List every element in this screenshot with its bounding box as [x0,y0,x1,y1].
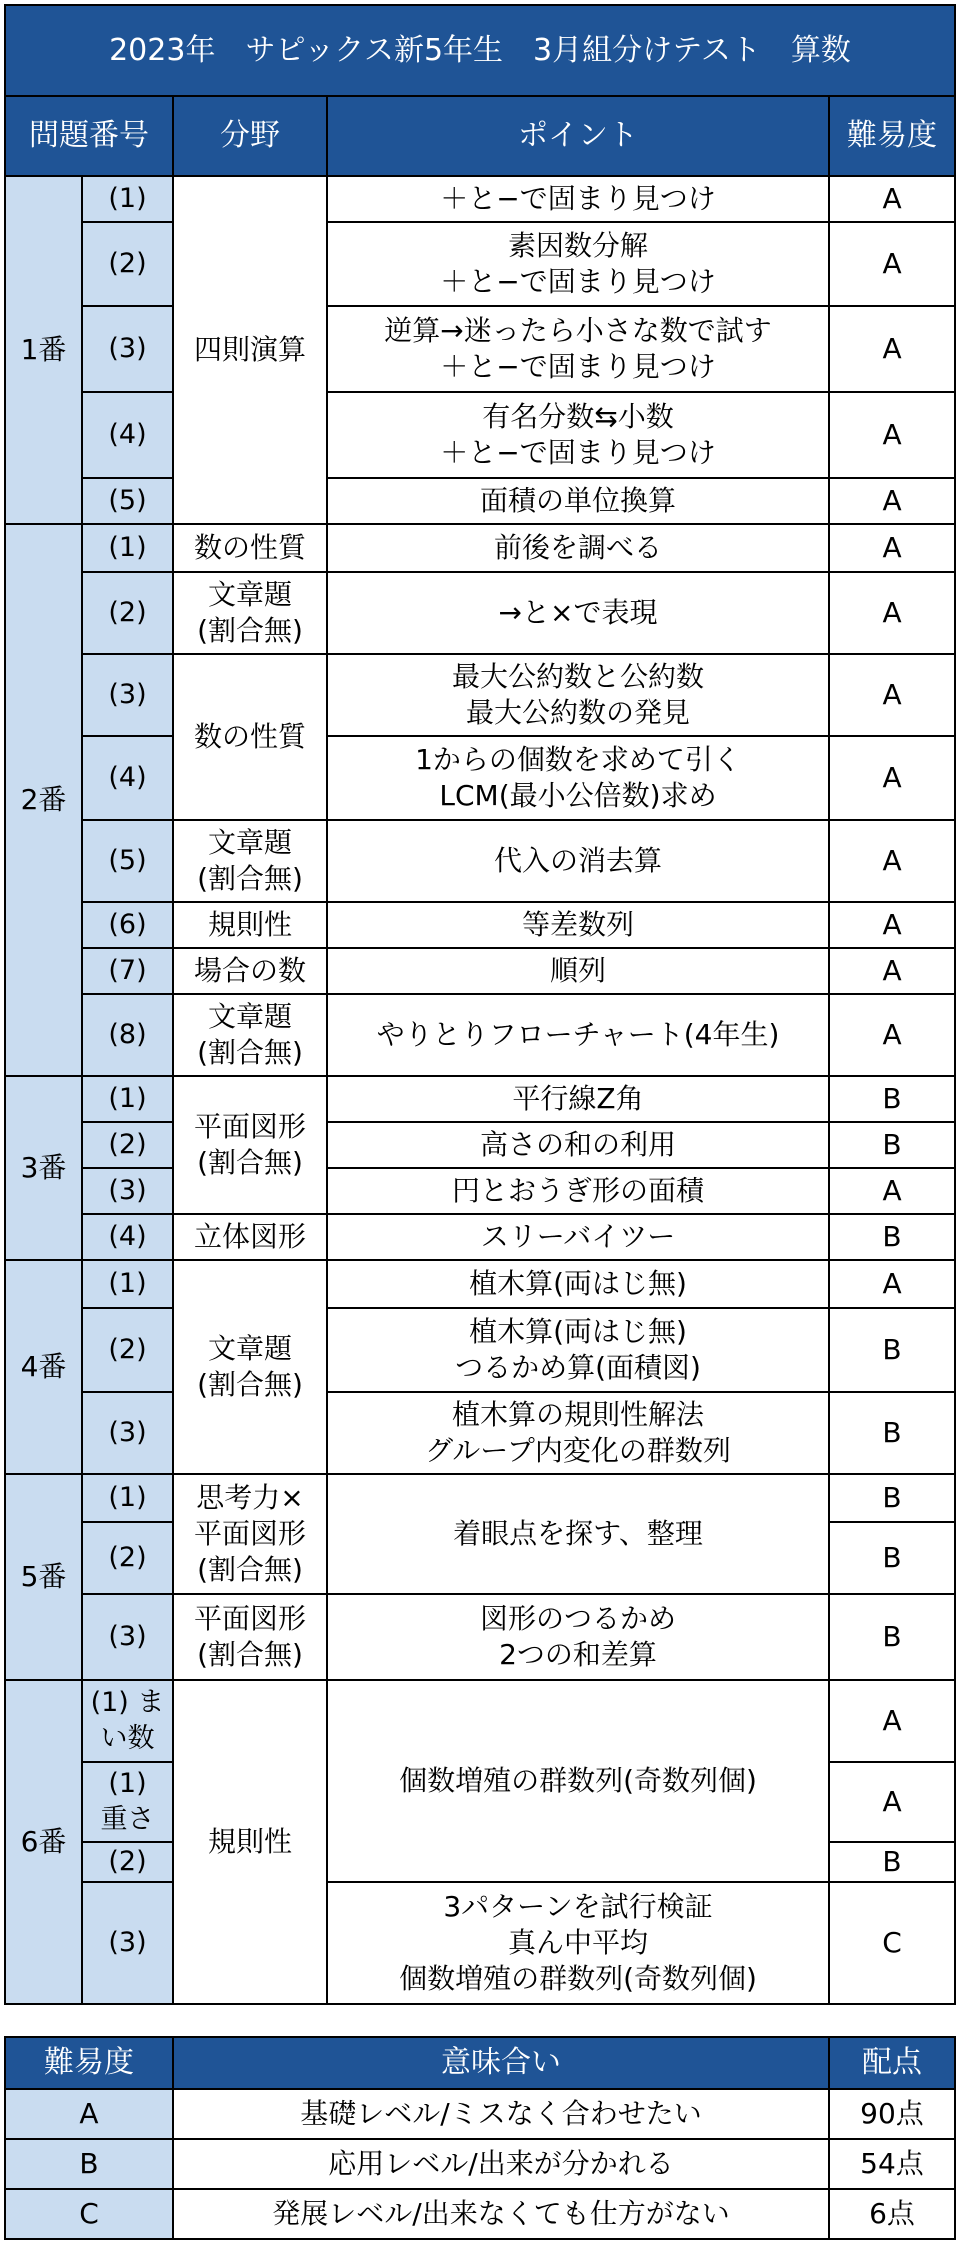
field-cell: 文章題 (割合無) [173,994,327,1076]
point-cell: 順列 [327,948,829,994]
difficulty-cell: A [829,478,955,524]
header-difficulty: 難易度 [829,96,955,176]
sub-question: (3) [82,1594,173,1680]
question-number: 5番 [5,1474,82,1680]
sub-question: (6) [82,902,173,948]
header-point: ポイント [327,96,829,176]
point-cell: 最大公約数と公約数 最大公約数の発見 [327,654,829,736]
sub-question: (1) [82,1076,173,1122]
sub-question: (3) [82,654,173,736]
field-cell: 文章題 (割合無) [173,820,327,902]
question-number: 1番 [5,176,82,524]
point-cell: 個数増殖の群数列(奇数列個) [327,1680,829,1882]
difficulty-cell: A [829,1168,955,1214]
field-cell: 立体図形 [173,1214,327,1260]
point-cell: 図形のつるかめ 2つの和差算 [327,1594,829,1680]
point-cell: やりとりフローチャート(4年生) [327,994,829,1076]
field-cell: 規則性 [173,1680,327,2004]
legend-points: 54点 [829,2139,955,2189]
question-number: 3番 [5,1076,82,1260]
point-cell: 植木算(両はじ無) [327,1260,829,1308]
difficulty-cell: A [829,392,955,478]
difficulty-cell: A [829,222,955,306]
question-number: 6番 [5,1680,82,2004]
sub-question: (1) ま い数 [82,1680,173,1762]
difficulty-cell: A [829,572,955,654]
field-cell: 平面図形 (割合無) [173,1594,327,1680]
field-cell: 場合の数 [173,948,327,994]
sub-question: (2) [82,1122,173,1168]
point-cell: 平行線Z角 [327,1076,829,1122]
difficulty-cell: A [829,524,955,572]
legend-points: 90点 [829,2089,955,2139]
legend-points: 6点 [829,2189,955,2239]
sub-question: (2) [82,1842,173,1882]
field-cell: 数の性質 [173,654,327,820]
page-title: 2023年 サピックス新5年生 3月組分けテスト 算数 [5,5,955,96]
difficulty-cell: B [829,1122,955,1168]
sub-question: (4) [82,736,173,820]
difficulty-legend-table [4,2036,956,2240]
field-cell: 文章題 (割合無) [173,1260,327,1474]
sub-question: (2) [82,572,173,654]
point-cell: 1からの個数を求めて引く LCM(最小公倍数)求め [327,736,829,820]
point-cell: スリーバイツー [327,1214,829,1260]
point-cell: 植木算(両はじ無) つるかめ算(面積図) [327,1308,829,1392]
legend-grade: B [5,2139,173,2189]
point-cell: 面積の単位換算 [327,478,829,524]
difficulty-cell: A [829,820,955,902]
legend-header-meaning: 意味合い [173,2037,829,2089]
field-cell: 数の性質 [173,524,327,572]
difficulty-cell: B [829,1214,955,1260]
sub-question: (3) [82,1168,173,1214]
difficulty-cell: A [829,736,955,820]
difficulty-cell: B [829,1842,955,1882]
legend-grade: C [5,2189,173,2239]
field-cell: 思考力× 平面図形 (割合無) [173,1474,327,1594]
difficulty-cell: B [829,1076,955,1122]
main-table-wrap [4,4,954,2005]
point-cell: 円とおうぎ形の面積 [327,1168,829,1214]
sub-question: (4) [82,1214,173,1260]
point-cell: →と×で表現 [327,572,829,654]
sub-question: (3) [82,306,173,392]
field-cell: 規則性 [173,902,327,948]
point-cell: 代入の消去算 [327,820,829,902]
difficulty-cell: A [829,1762,955,1842]
sub-question: (3) [82,1392,173,1474]
difficulty-cell: A [829,654,955,736]
difficulty-cell: C [829,1882,955,2004]
legend-grade: A [5,2089,173,2139]
point-cell: 有名分数⇆小数 ＋と−で固まり見つけ [327,392,829,478]
field-cell: 文章題 (割合無) [173,572,327,654]
legend-meaning: 基礎レベル/ミスなく合わせたい [173,2089,829,2139]
sub-question: (1) [82,524,173,572]
legend-meaning: 発展レベル/出来なくても仕方がない [173,2189,829,2239]
point-cell: 逆算→迷ったら小さな数で試す ＋と−で固まり見つけ [327,306,829,392]
difficulty-cell: A [829,1260,955,1308]
point-cell: 3パターンを試行検証 真ん中平均 個数増殖の群数列(奇数列個) [327,1882,829,2004]
point-cell: ＋と−で固まり見つけ [327,176,829,222]
difficulty-cell: A [829,994,955,1076]
sub-question: (2) [82,1522,173,1594]
difficulty-cell: A [829,306,955,392]
sub-question: (1) [82,1260,173,1308]
point-cell: 前後を調べる [327,524,829,572]
difficulty-cell: A [829,1680,955,1762]
legend-header-grade: 難易度 [5,2037,173,2089]
legend-meaning: 応用レベル/出来が分かれる [173,2139,829,2189]
point-cell: 高さの和の利用 [327,1122,829,1168]
field-cell: 四則演算 [173,176,327,524]
sub-question: (5) [82,820,173,902]
point-cell: 植木算の規則性解法 グループ内変化の群数列 [327,1392,829,1474]
difficulty-cell: A [829,902,955,948]
difficulty-cell: B [829,1392,955,1474]
header-question: 問題番号 [5,96,173,176]
sub-question: (1) 重さ [82,1762,173,1842]
sub-question: (1) [82,176,173,222]
point-cell: 着眼点を探す、整理 [327,1474,829,1594]
question-table [4,4,956,2005]
point-cell: 等差数列 [327,902,829,948]
sub-question: (8) [82,994,173,1076]
sub-question: (4) [82,392,173,478]
sub-question: (7) [82,948,173,994]
sub-question: (2) [82,1308,173,1392]
sub-question: (1) [82,1474,173,1522]
point-cell: 素因数分解 ＋と−で固まり見つけ [327,222,829,306]
sub-question: (5) [82,478,173,524]
legend-header-points: 配点 [829,2037,955,2089]
question-number: 2番 [5,524,82,1076]
question-number: 4番 [5,1260,82,1474]
legend-table-wrap [4,2036,954,2240]
header-field: 分野 [173,96,327,176]
sub-question: (3) [82,1882,173,2004]
difficulty-cell: B [829,1308,955,1392]
difficulty-cell: A [829,176,955,222]
difficulty-cell: B [829,1594,955,1680]
field-cell: 平面図形 (割合無) [173,1076,327,1214]
difficulty-cell: B [829,1522,955,1594]
sub-question: (2) [82,222,173,306]
difficulty-cell: A [829,948,955,994]
difficulty-cell: B [829,1474,955,1522]
